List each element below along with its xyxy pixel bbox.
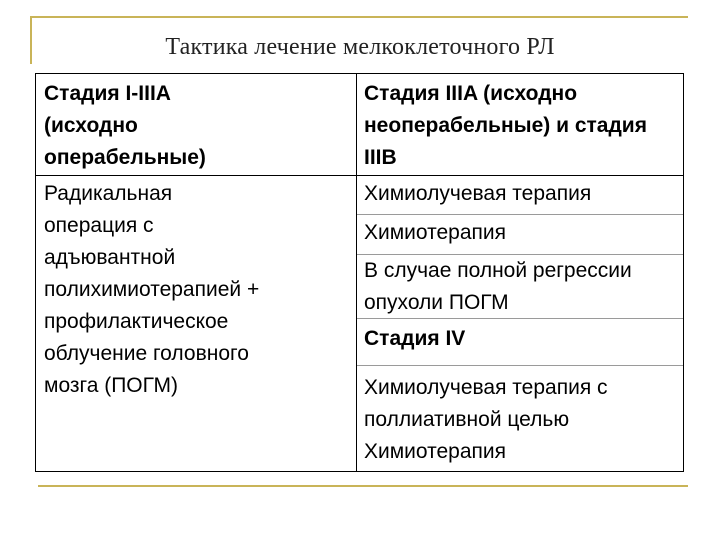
right-header-cell: [364, 78, 647, 174]
right-row-line: поллиативной целью: [364, 408, 570, 431]
left-header-line: (исходно: [44, 114, 138, 137]
right-row-line: опухоли ПОГМ: [364, 291, 509, 314]
header-divider: [36, 175, 683, 176]
right-header-line: IIIB: [364, 146, 397, 169]
left-body-line: полихимиотерапией +: [44, 278, 260, 301]
left-body-cell: [44, 178, 259, 402]
left-header-cell: [44, 78, 206, 174]
column-divider: [356, 74, 357, 471]
right-row-line: Химиотерапия: [364, 440, 507, 463]
slide-title: Тактика лечение мелкоклеточного РЛ: [165, 34, 555, 60]
right-row-line: Стадия IV: [364, 327, 466, 350]
right-row-stage-iv: [364, 323, 465, 355]
right-row-line: Химиолучевая терапия: [364, 182, 592, 205]
row-divider: [357, 214, 683, 215]
right-row-regression: [364, 255, 632, 319]
left-header-line: Стадия I-IIIA: [44, 82, 171, 105]
row-divider: [357, 365, 683, 366]
left-body-line: операция с: [44, 214, 154, 237]
right-row-line: В случае полной регрессии: [364, 259, 632, 282]
right-row-line: Химиолучевая терапия с: [364, 376, 608, 399]
left-body-line: облучение головного: [44, 342, 249, 365]
decorative-top-line: [30, 16, 688, 18]
treatment-table: [35, 73, 684, 472]
right-row-line: Химиотерапия: [364, 221, 507, 244]
right-header-line: Стадия IIIA (исходно: [364, 82, 578, 105]
right-header-line: неоперабельные) и стадия: [364, 114, 647, 137]
left-body-line: мозга (ПОГМ): [44, 374, 179, 397]
left-body-line: профилактическое: [44, 310, 229, 333]
right-row-chemoradiation: [364, 178, 591, 210]
decorative-bottom-line: [38, 485, 688, 487]
left-body-line: Радикальная: [44, 182, 173, 205]
left-body-line: адъювантной: [44, 246, 176, 269]
right-row-chemotherapy: [364, 217, 506, 249]
left-header-line: операбельные): [44, 146, 206, 169]
right-row-palliative: [364, 372, 608, 468]
